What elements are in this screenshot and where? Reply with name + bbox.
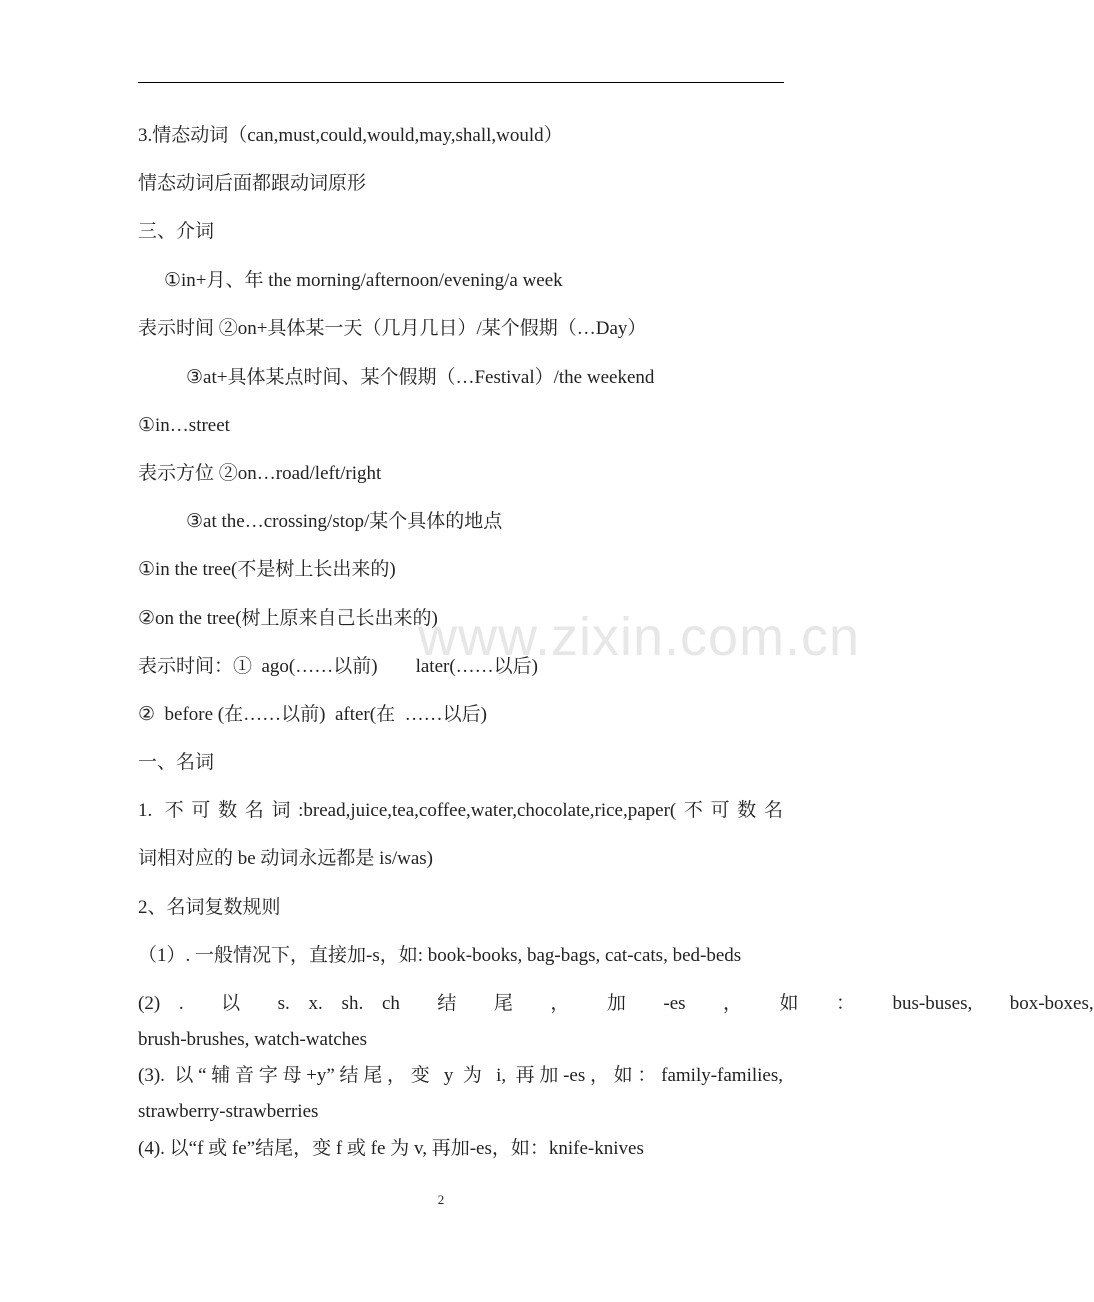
time-preposition-in: ①in+月、年 the morning/afternoon/evening/a week (164, 270, 563, 291)
section-nouns-heading: 一、名词 (138, 752, 215, 773)
section-prepositions-heading: 三、介词 (138, 221, 215, 242)
time-preposition-on: 表示时间 ②on+具体某一天（几月几日）/某个假期（…Day） (138, 318, 647, 339)
place-preposition-on: 表示方位 ②on…road/left/right (138, 463, 382, 484)
modal-verbs-rule: 情态动词后面都跟动词原形 (138, 173, 367, 194)
watermark: www.zixin.com.cn (418, 607, 861, 667)
plural-rule-3-line1: (3). 以“辅音字母+y”结尾，变 y 为 i, 再加-es，如：family-families, (138, 1065, 783, 1086)
page-number: 2 (437, 1192, 445, 1207)
plural-rule-1: （1）. 一般情况下，直接加-s，如: book-books, bag-bags, cat-cats, bed-beds (138, 945, 742, 966)
modal-verbs-heading: 3.情态动词（can,must,could,would,may,shall,would） (138, 125, 563, 146)
on-the-tree-note: ②on the tree(树上原来自己长出来的) (138, 608, 438, 629)
plural-rule-4: (4). 以“f 或 fe”结尾，变 f 或 fe 为 v, 再加-es，如：knife-knives (138, 1138, 644, 1159)
plural-rules-heading: 2、名词复数规则 (138, 897, 281, 918)
header-rule (138, 82, 784, 83)
plural-rule-2-line2: brush-brushes, watch-watches (138, 1029, 367, 1050)
uncountable-nouns-line1: 1. 不可数名词:bread,juice,tea,coffee,water,chocolate,rice,paper(不可数名 (138, 800, 783, 821)
plural-rule-2-line1: (2) . 以 s. x. sh. ch 结 尾 ， 加 -es ， 如 ： bus-buses, box-boxes, (138, 993, 1094, 1014)
ago-later-note: 表示时间：① ago(……以前) later(……以后) (138, 656, 538, 677)
plural-rule-3-line2: strawberry-strawberries (138, 1101, 319, 1122)
place-preposition-in: ①in…street (138, 415, 230, 436)
time-preposition-at: ③at+具体某点时间、某个假期（…Festival）/the weekend (186, 367, 655, 388)
uncountable-nouns-line2: 词相对应的 be 动词永远都是 is/was) (138, 848, 434, 869)
before-after-note: ② before (在……以前) after(在 ……以后) (138, 704, 487, 725)
place-preposition-at: ③at the…crossing/stop/某个具体的地点 (186, 511, 503, 532)
in-the-tree-note: ①in the tree(不是树上长出来的) (138, 559, 396, 580)
